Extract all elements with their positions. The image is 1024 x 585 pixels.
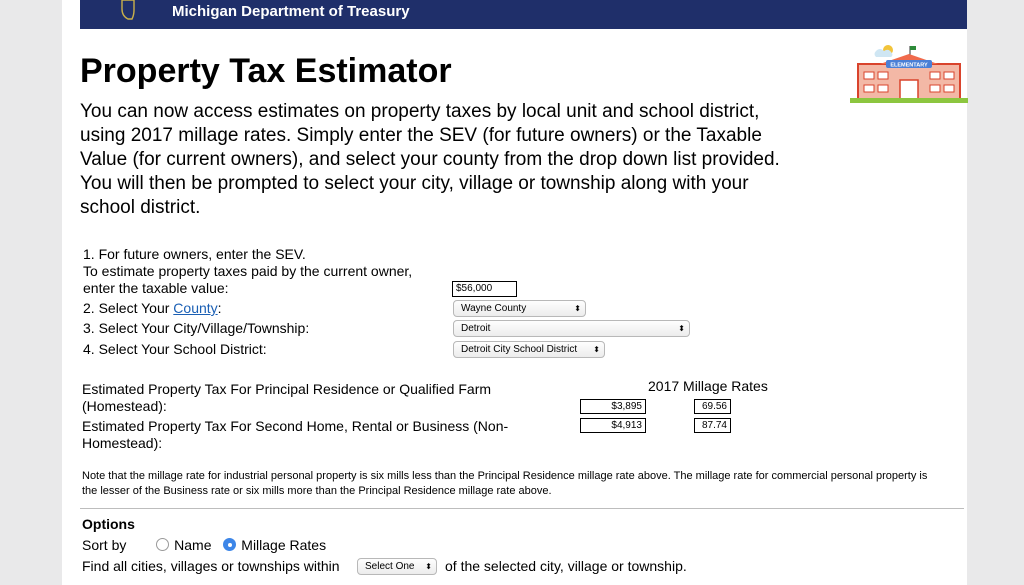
sort-row — [82, 537, 326, 553]
page-title: Property Tax Estimator — [80, 52, 452, 90]
homestead-millage-value: 69.56 — [694, 399, 731, 414]
step2-prefix: 2. Select Your — [83, 300, 174, 316]
sort-label: Sort by — [82, 537, 127, 553]
millage-note: Note that the millage rate for industrial personal property is six mills less than the Principal Residence millage rate above. The millage rate for commercial personal property is the lesser of the Business rate or six mills more than the Principal Residence millage rate above. — [82, 470, 928, 497]
distance-select[interactable] — [357, 558, 437, 575]
step2-suffix: : — [217, 300, 222, 316]
school-district-select[interactable] — [453, 341, 605, 358]
sort-millage-radio[interactable] — [223, 538, 236, 551]
county-select[interactable] — [453, 300, 586, 317]
find-suffix: of the selected city, village or township. — [445, 558, 687, 574]
city-select-value: Detroit — [461, 323, 491, 334]
school-sign-text: ELEMENTARY — [890, 62, 928, 69]
options-heading: Options — [82, 516, 135, 532]
homestead-label-line2: (Homestead): — [82, 398, 167, 414]
find-prefix: Find all cities, villages or townships within — [82, 558, 340, 574]
school-district-select-value: Detroit City School District — [461, 344, 578, 355]
homestead-label-line1: Estimated Property Tax For Principal Residence or Qualified Farm — [82, 381, 492, 397]
chevron-updown-icon: ⬍ — [574, 304, 581, 313]
chevron-updown-icon: ⬍ — [593, 345, 600, 354]
header-bar — [80, 0, 967, 29]
millage-rates-header: 2017 Millage Rates — [648, 378, 768, 394]
chevron-updown-icon: ⬍ — [425, 562, 432, 571]
step4-label: 4. Select Your School District: — [83, 341, 267, 357]
header-title: Michigan Department of Treasury — [172, 3, 410, 20]
step2-label — [83, 300, 222, 316]
homestead-tax-value: $3,895 — [580, 399, 646, 414]
elementary-school-icon — [850, 42, 968, 104]
county-select-value: Wayne County — [461, 303, 527, 314]
distance-select-value: Select One — [365, 561, 415, 572]
michigan-state-icon — [114, 0, 140, 26]
nonhomestead-millage-value: 87.74 — [694, 418, 731, 433]
sort-millage-label: Millage Rates — [241, 537, 327, 553]
taxable-value-input[interactable]: $56,000 — [452, 281, 517, 297]
section-divider — [80, 508, 964, 509]
step1-line3: enter the taxable value: — [83, 280, 229, 296]
city-select[interactable] — [453, 320, 690, 337]
step1-line1: 1. For future owners, enter the SEV. — [83, 246, 306, 262]
county-link[interactable]: County — [173, 300, 218, 316]
step3-label: 3. Select Your City/Village/Township: — [83, 320, 310, 336]
nonhomestead-label-line2: Homestead): — [82, 435, 163, 451]
chevron-updown-icon: ⬍ — [678, 324, 685, 333]
step1-line2: To estimate property taxes paid by the current owner, — [83, 263, 413, 279]
sort-name-radio[interactable] — [156, 538, 169, 551]
sort-name-label: Name — [174, 537, 212, 553]
nonhomestead-tax-value: $4,913 — [580, 418, 646, 433]
intro-text: You can now access estimates on property taxes by local unit and school district, using 2017 millage rates. Simply enter the SEV (for future owners) or the Taxable Value (for current owners), and select your county from the drop down list provided. You will then be prompted to select your city, village or township along with your school district. — [80, 101, 780, 218]
nonhomestead-label-line1: Estimated Property Tax For Second Home, Rental or Business (Non- — [82, 418, 509, 434]
